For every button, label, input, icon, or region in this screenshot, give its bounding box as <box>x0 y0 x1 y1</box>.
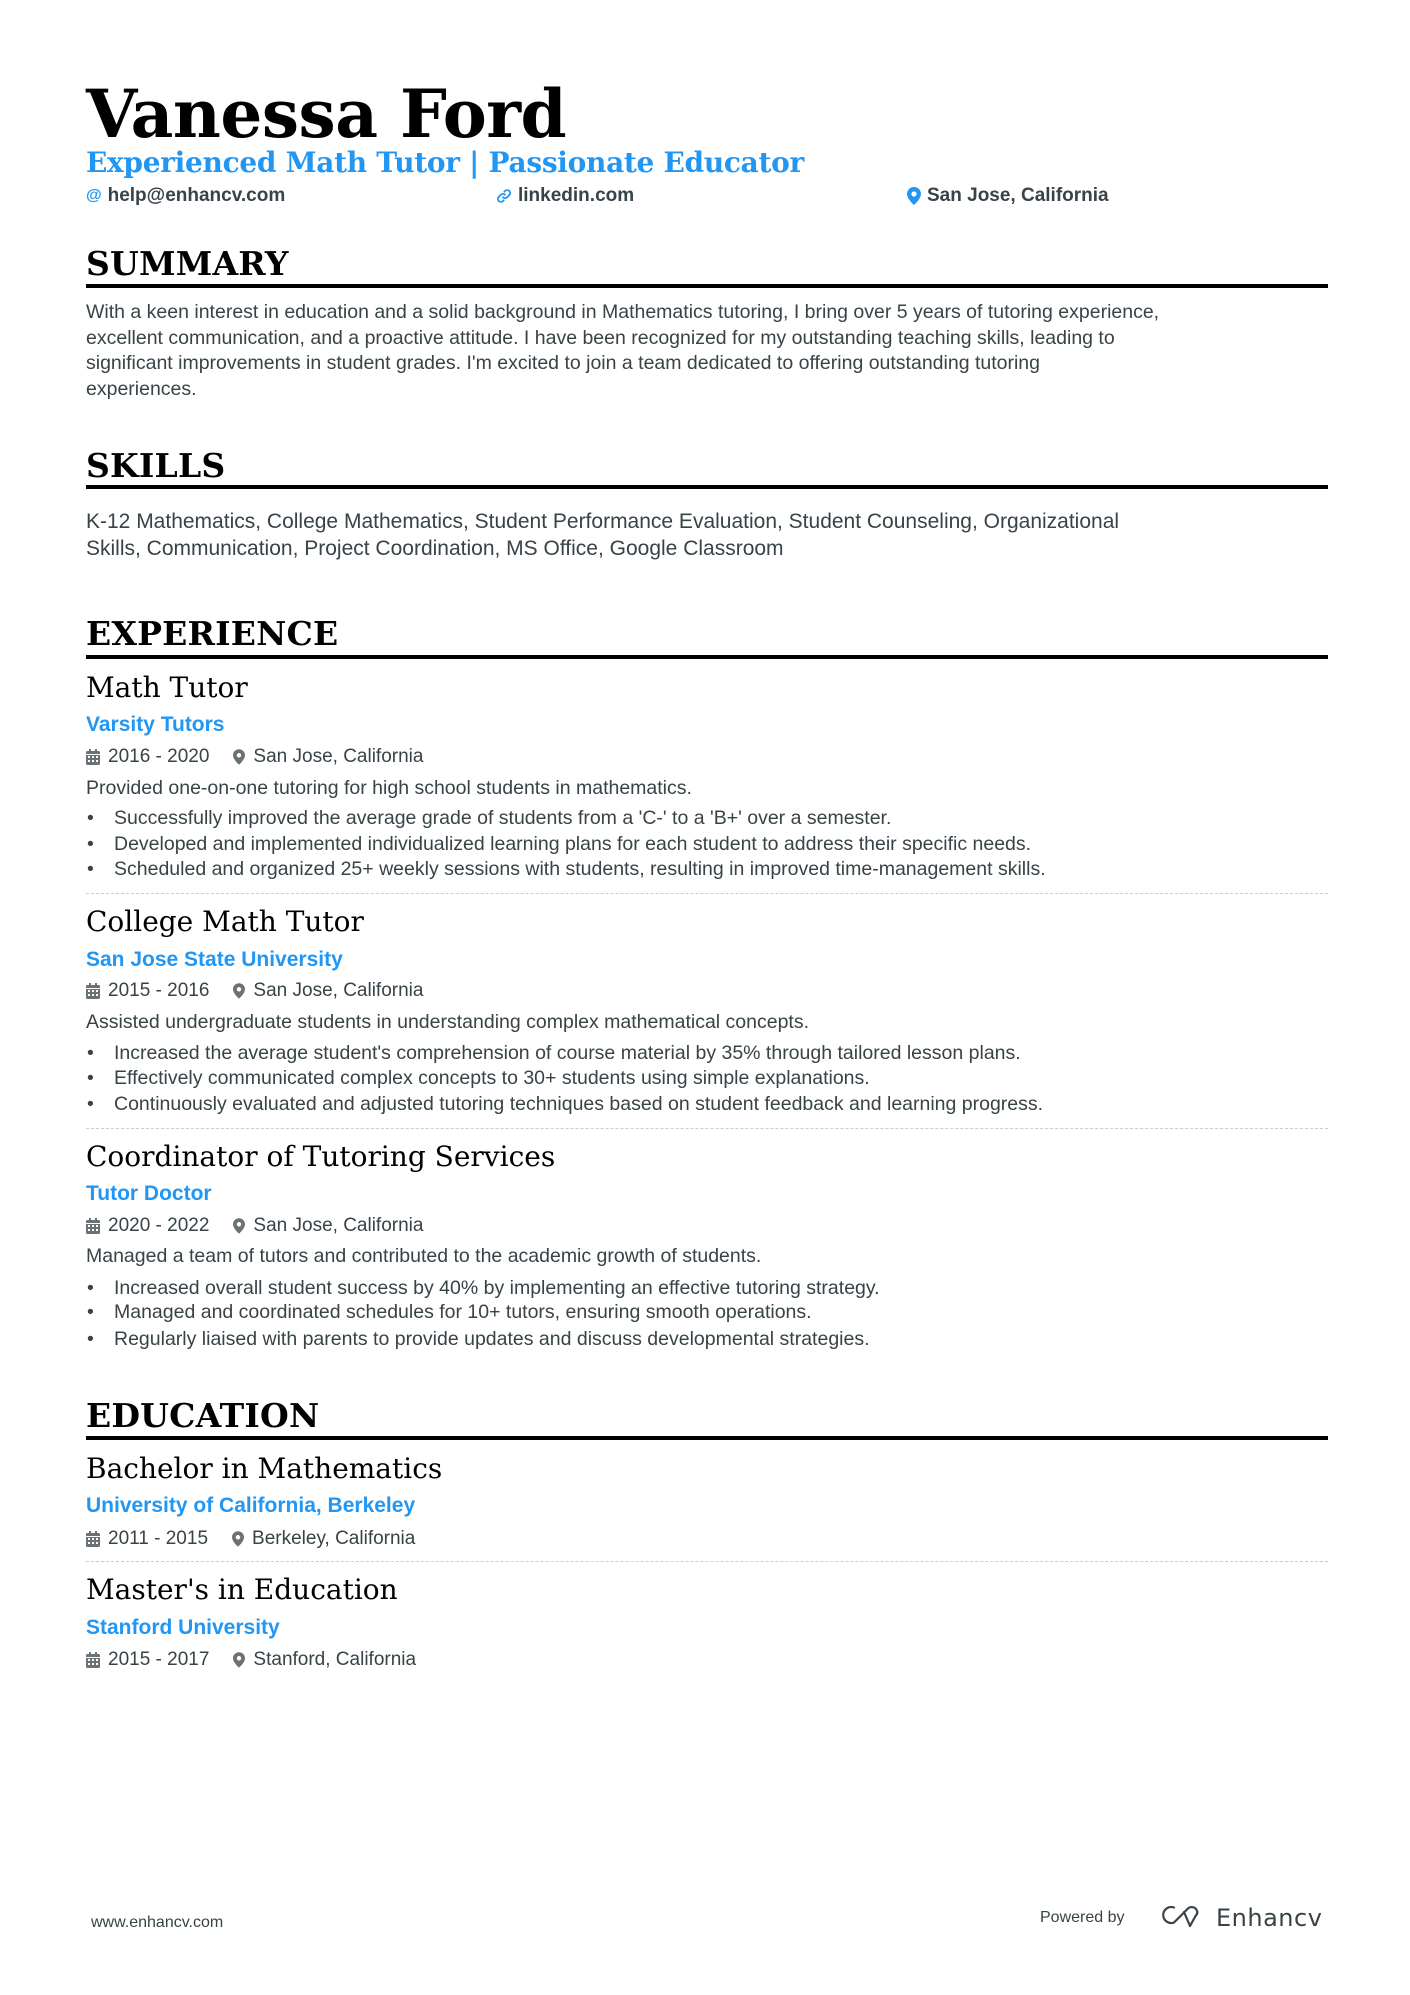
company-name[interactable]: Varsity Tutors <box>86 713 225 736</box>
summary-heading: SUMMARY <box>86 244 289 283</box>
job-dates: 2016 - 2020 <box>108 746 210 767</box>
education-dates: 2011 - 2015 <box>108 1528 209 1549</box>
school-name[interactable]: Stanford University <box>86 1616 280 1639</box>
job-location: San Jose, California <box>253 746 424 767</box>
experience-rule <box>86 655 1328 659</box>
calendar-icon <box>86 1652 100 1668</box>
location-pin-icon <box>232 1531 244 1547</box>
job-meta <box>86 979 423 1003</box>
summary-line: excellent communication, and a proactive attitude. I have been recognized for my outstanding teaching skills, leading to <box>86 326 1115 349</box>
education-meta <box>86 1648 416 1672</box>
enhancv-logo[interactable] <box>1160 1902 1322 1933</box>
location-pin-icon <box>233 749 245 765</box>
candidate-name: Vanessa Ford <box>86 75 567 153</box>
company-name[interactable]: San Jose State University <box>86 948 343 971</box>
summary-line: significant improvements in student grades. I'm excited to join a team dedicated to offering outstanding tutoring <box>86 352 1040 374</box>
job-description: Provided one-on-one tutoring for high school students in mathematics. <box>86 777 692 799</box>
job-meta <box>86 745 423 769</box>
location-pin-icon <box>233 983 245 999</box>
job-title: Coordinator of Tutoring Services <box>86 1140 556 1173</box>
skills-rule <box>86 485 1328 489</box>
contact-email[interactable] <box>86 184 285 208</box>
experience-heading: EXPERIENCE <box>86 614 339 653</box>
at-icon: @ <box>86 187 102 204</box>
job-dates: 2020 - 2022 <box>108 1215 210 1236</box>
degree-title: Master's in Education <box>86 1573 398 1606</box>
summary-rule <box>86 284 1328 288</box>
job-bullet: • Developed and implemented individualized learning plans for each student to address their specific needs. <box>87 833 1032 855</box>
school-name[interactable]: University of California, Berkeley <box>86 1494 416 1517</box>
calendar-icon <box>86 1218 100 1234</box>
footer-powered-by: Powered by <box>1040 1909 1125 1926</box>
job-bullet: • Increased the average student's comprehension of course material by 35% through tailored lesson plans. <box>87 1042 1021 1064</box>
contact-linkedin-text: linkedin.com <box>518 185 635 206</box>
calendar-icon <box>86 1531 100 1547</box>
job-dates: 2015 - 2016 <box>108 980 210 1001</box>
enhancv-logo-icon <box>1160 1902 1206 1933</box>
job-bullet: • Successfully improved the average grade of students from a 'C-' to a 'B+' over a semester. <box>87 807 892 829</box>
job-bullet: • Effectively communicated complex concepts to 30+ students using simple explanations. <box>87 1067 870 1089</box>
education-dates: 2015 - 2017 <box>108 1649 210 1670</box>
job-title: Math Tutor <box>86 671 248 704</box>
contact-email-text: help@enhancv.com <box>107 185 286 206</box>
skills-heading: SKILLS <box>86 446 226 485</box>
job-location: San Jose, California <box>253 1215 424 1236</box>
skills-line: K-12 Mathematics, College Mathematics, Student Performance Evaluation, Student Counseling, Organizational <box>86 510 1120 533</box>
enhancv-brand-text: Enhancv <box>1216 1903 1323 1932</box>
job-bullet: • Managed and coordinated schedules for 10+ tutors, ensuring smooth operations. <box>87 1301 812 1323</box>
contact-location-text: San Jose, California <box>927 185 1109 206</box>
education-location: Berkeley, California <box>252 1528 416 1549</box>
contact-linkedin[interactable] <box>496 184 634 208</box>
job-bullet: • Increased overall student success by 40% by implementing an effective tutoring strategy. <box>87 1277 880 1299</box>
location-pin-icon <box>233 1652 245 1668</box>
company-name[interactable]: Tutor Doctor <box>86 1182 212 1205</box>
candidate-title: Experienced Math Tutor | Passionate Educator <box>86 146 804 179</box>
entry-separator <box>86 1128 1328 1129</box>
contact-location <box>907 184 1109 208</box>
job-description: Assisted undergraduate students in understanding complex mathematical concepts. <box>86 1011 810 1033</box>
location-pin-icon <box>907 187 921 205</box>
education-location: Stanford, California <box>253 1649 417 1670</box>
calendar-icon <box>86 749 100 765</box>
degree-title: Bachelor in Mathematics <box>86 1452 443 1485</box>
skills-line: Skills, Communication, Project Coordination, MS Office, Google Classroom <box>86 537 784 560</box>
summary-line: With a keen interest in education and a solid background in Mathematics tutoring, I bring over 5 years of tutoring experience, <box>86 301 1160 323</box>
job-description: Managed a team of tutors and contributed to the academic growth of students. <box>86 1245 762 1267</box>
job-meta <box>86 1214 423 1238</box>
footer-website-link[interactable]: www.enhancv.com <box>91 1914 224 1931</box>
entry-separator <box>86 1561 1328 1562</box>
education-rule <box>86 1436 1328 1440</box>
summary-line: experiences. <box>86 377 197 400</box>
entry-separator <box>86 893 1328 894</box>
link-icon <box>496 188 512 204</box>
job-title: College Math Tutor <box>86 905 364 938</box>
calendar-icon <box>86 983 100 999</box>
job-bullet: • Scheduled and organized 25+ weekly sessions with students, resulting in improved time-management skills. <box>87 858 1046 880</box>
job-bullet: • Continuously evaluated and adjusted tutoring techniques based on student feedback and learning progress. <box>87 1093 1044 1115</box>
location-pin-icon <box>233 1218 245 1234</box>
education-heading: EDUCATION <box>86 1396 320 1435</box>
job-location: San Jose, California <box>253 980 424 1001</box>
job-bullet: • Regularly liaised with parents to provide updates and discuss developmental strategies. <box>87 1328 870 1350</box>
education-meta <box>86 1527 415 1551</box>
